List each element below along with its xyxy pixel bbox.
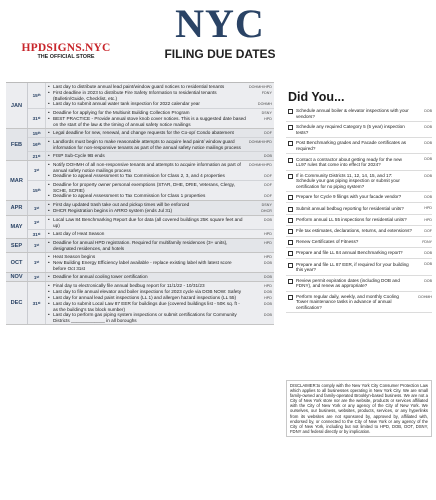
checklist-text: Schedule any required Category 5 (5 year) inspection tests? xyxy=(296,124,405,135)
agency-tag: HPD xyxy=(264,116,272,121)
bullet-icon: • xyxy=(48,110,50,115)
checklist-item xyxy=(286,124,432,138)
month-row xyxy=(6,83,274,129)
deadline-item xyxy=(46,301,274,312)
checkbox[interactable] xyxy=(288,207,293,212)
deadline-item xyxy=(46,312,274,323)
deadline-text: Last day for annual lead paint inspections (LL 1) and allergen hazard inspections (LL 55) xyxy=(53,295,237,300)
day-row xyxy=(28,253,274,272)
checklist-text: File tax estimates, declarations, returns, and extensions? xyxy=(296,228,412,233)
checkbox[interactable] xyxy=(288,174,293,179)
did-you-heading: Did You... xyxy=(288,90,345,104)
bullet-icon: • xyxy=(48,193,50,198)
bullet-icon: • xyxy=(48,254,50,259)
bullet-icon: • xyxy=(48,162,50,167)
checkbox[interactable] xyxy=(288,141,293,146)
deadline-text: First deadline in 2023 to distribute Fire Safety Information to residential tenants (Bulletin/Guide, Checklist, etc.) xyxy=(53,90,217,101)
deadline-text: BEST PRACTICE - Provide annual stove knob cover notices. This is a suggested date based on the start of the law & the timing of annual safety notice mailings xyxy=(53,116,246,127)
deadline-text: Last day to submit Local Law 87 EER for buildings due (covered buildings list - 50K sq. ft - as the building's tax block number) xyxy=(53,301,240,312)
deadline-item xyxy=(46,182,274,193)
bullet-icon: • xyxy=(48,139,50,144)
checkbox[interactable] xyxy=(288,240,293,245)
day-row xyxy=(28,152,274,160)
month-row xyxy=(6,161,274,201)
bullet-icon: • xyxy=(48,101,50,106)
deadline-text: Local Law 84 Benchmarking Report due for data (all covered buildings 25K square feet and up) xyxy=(53,217,243,228)
due-dates-table xyxy=(6,82,274,325)
title-main: NYC xyxy=(175,1,265,46)
agency-tag: DOHMH/HPD xyxy=(248,162,272,167)
checklist-text: Post Benchmarking grades and Facade certificates as required? xyxy=(296,140,407,151)
month-label: APR xyxy=(6,201,28,215)
checklist-item xyxy=(286,173,432,193)
agency-tag: HPD xyxy=(264,295,272,300)
checklist-text: Review permit expiration dates (including DOB and FDNY), and renew as appropriate? xyxy=(296,277,400,289)
checklist-text: Prepare for Cycle 9 filings with your facade vendor? xyxy=(296,194,402,200)
checklist-item xyxy=(286,157,432,171)
day-row xyxy=(28,230,274,238)
deadline-item xyxy=(46,153,274,159)
agency-tag: DOF xyxy=(264,173,272,178)
checklist-text: Contact a contractor about getting ready for the new LL97 rules that come into effect for 2024? xyxy=(296,156,402,168)
deadline-text: Deadline to appeal Assessment to Tax Commission for Class 1 properties xyxy=(53,193,206,198)
day-row xyxy=(28,181,274,200)
day-label: 31ˢᵗ xyxy=(28,109,46,128)
deadline-text: Last day to perform gas piping system inspections or submit certifications for Community Districts _____________ in all boroughs xyxy=(53,312,237,323)
day-row xyxy=(28,109,274,128)
checkbox[interactable] xyxy=(288,109,293,114)
agency-tag: DOF xyxy=(424,228,432,233)
bullet-icon: • xyxy=(48,240,50,245)
agency-tag: DOB xyxy=(424,251,432,256)
agency-tag: DOF xyxy=(264,193,272,198)
checklist-text: Submit annual bedbug reporting for residential units? xyxy=(296,205,404,211)
bullet-icon: • xyxy=(48,283,50,288)
day-label: 1ˢᵗ xyxy=(28,216,46,229)
checklist-text: Prepare and file LL 84 annual Benchmarking report? xyxy=(296,250,403,256)
month-row xyxy=(6,253,274,273)
agency-tag: DOB xyxy=(424,262,432,267)
bullet-icon: • xyxy=(48,90,50,95)
agency-tag: DOF xyxy=(264,182,272,187)
day-label: 1ˢᵗ xyxy=(28,239,46,252)
deadline-item xyxy=(46,240,274,251)
day-label: 1ˢᵗ xyxy=(28,201,46,215)
day-label: 1ˢᵗ xyxy=(28,273,46,281)
agency-tag: DSNY xyxy=(261,202,272,207)
deadline-item xyxy=(46,217,274,228)
day-label: 15ᵗʰ xyxy=(28,83,46,108)
deadline-text: Last day to distribute annual lead paint/window guard notices to residential tenants xyxy=(53,84,225,89)
agency-tag: DOB xyxy=(263,274,272,279)
agency-tag: DOB xyxy=(424,157,432,162)
day-row xyxy=(28,83,274,109)
deadline-item xyxy=(46,116,274,127)
month-row xyxy=(6,216,274,239)
bullet-icon: • xyxy=(48,182,50,187)
month-row xyxy=(6,129,274,161)
checklist-item xyxy=(286,194,432,203)
brand-logo xyxy=(6,42,126,61)
deadline-text: DHCR Registration begins in ARRO system (ends Jul 31) xyxy=(53,208,173,213)
checklist-text: Perform annual LL 55 inspections for residential units? xyxy=(296,216,407,222)
page-title xyxy=(150,2,290,61)
agency-tag: DOB xyxy=(424,278,432,283)
day-row xyxy=(28,282,274,324)
month-row xyxy=(6,282,274,325)
checklist-item xyxy=(286,239,432,248)
agency-tag: HPD xyxy=(264,231,272,236)
bullet-icon: • xyxy=(48,260,50,265)
agency-tag: FDNY xyxy=(422,239,432,244)
checklist-item xyxy=(286,108,432,122)
bullet-icon: • xyxy=(48,202,50,207)
checklist-item xyxy=(286,228,432,237)
deadline-text: Deadline for applying for the Multiunit Building Collection Program xyxy=(53,110,190,115)
checkbox[interactable] xyxy=(288,251,293,256)
deadline-item xyxy=(46,173,274,179)
agency-tag: DOB xyxy=(263,217,272,222)
deadline-text: Deadline to appeal Assessment to Tax Commission for Class 2, 3, and 4 properties xyxy=(53,173,225,178)
day-label: 1ˢᵗ xyxy=(28,161,46,180)
deadline-item xyxy=(46,260,274,271)
agency-tag: DOB xyxy=(263,153,272,158)
agency-tag: DOB xyxy=(424,108,432,113)
title-subtitle: FILING DUE DATES xyxy=(164,47,276,61)
checklist-text: Perform regular daily, weekly, and monthly Cooling Tower maintenance tasks in advance of annual certification? xyxy=(296,293,399,310)
checkbox[interactable] xyxy=(288,158,293,163)
day-label: 31ˢᵗ xyxy=(28,230,46,238)
bullet-icon: • xyxy=(48,116,50,121)
month-label: MAR xyxy=(6,161,28,200)
checkbox[interactable] xyxy=(288,195,293,200)
deadline-item xyxy=(46,162,274,173)
agency-tag: DOHMH xyxy=(418,294,432,299)
deadline-text: Deadline for property owner personal exemptions (STAR, DHE, DRIE, Veterans, Clergy, SCHE, SCRIE) xyxy=(53,182,235,193)
brand-name: HPDSIGNS.NYC xyxy=(21,42,111,54)
agency-tag: DOHMH xyxy=(257,101,272,106)
deadline-item xyxy=(46,101,274,107)
bullet-icon: • xyxy=(48,289,50,294)
bullet-icon: • xyxy=(48,153,50,158)
day-label: 1ˢᵗ xyxy=(28,253,46,272)
day-label: 16ᵗʰ xyxy=(28,138,46,151)
bullet-icon: • xyxy=(48,295,50,300)
checklist-text: Prepare and file LL 87 EER, if required for your building this year? xyxy=(296,261,409,273)
agency-tag: DOB xyxy=(263,260,272,265)
day-label: 15ᵗʰ xyxy=(28,181,46,200)
bullet-icon: • xyxy=(48,173,50,178)
month-row xyxy=(6,239,274,253)
checklist-item xyxy=(286,294,432,314)
day-label: 15ᵗʰ xyxy=(28,129,46,137)
agency-tag: DOB xyxy=(424,141,432,146)
agency-tag: DOB xyxy=(263,301,272,306)
agency-tag: FDNY xyxy=(261,90,272,95)
checklist-item xyxy=(286,262,432,276)
agency-tag: DOHMH/HPD xyxy=(248,84,272,89)
month-row xyxy=(6,273,274,282)
day-row xyxy=(28,138,274,152)
checkbox[interactable] xyxy=(288,218,293,223)
agency-tag: HPD xyxy=(264,240,272,245)
day-row xyxy=(28,161,274,181)
agency-tag: HPD xyxy=(264,254,272,259)
checklist-item xyxy=(286,217,432,226)
deadline-item xyxy=(46,208,274,214)
bullet-icon: • xyxy=(48,208,50,213)
day-row xyxy=(28,239,274,252)
did-you-checklist xyxy=(286,108,432,316)
brand-subtitle: THE OFFICIAL STORE xyxy=(37,54,95,60)
deadline-text: Final day to electronically file annual bedbug report for 11/1/22 - 10/31/23 xyxy=(53,283,205,288)
agency-tag: DOF xyxy=(264,130,272,135)
agency-tag: DHCR xyxy=(261,208,272,213)
agency-tag: DOB xyxy=(424,195,432,200)
deadline-text: Deadline for annual HPD registration. Required for multifamily residences (3+ units), designated residences, and hotels xyxy=(53,240,228,251)
deadline-text: Heat Season begins xyxy=(53,254,96,259)
agency-tag: HPD xyxy=(264,283,272,288)
checklist-item xyxy=(286,206,432,215)
day-row xyxy=(28,129,274,138)
checkbox[interactable] xyxy=(288,229,293,234)
checklist-item xyxy=(286,250,432,259)
deadline-text: Last day of Heat Season xyxy=(53,231,105,236)
deadline-text: Last day to submit annual water tank inspection for 2022 calendar year xyxy=(53,101,200,106)
agency-tag: HPD xyxy=(424,217,432,222)
month-label: SEP xyxy=(6,239,28,252)
month-label: DEC xyxy=(6,282,28,324)
disclaimer: DISCLAIMER:to comply with the New York City Consumer Protection Law which applies to all businesses operating in New York City. We are small family-owned and family-operated Brooklyn-based business. We are not a City of New York store nor are the website, products or services affiliated with the City of New York or any agency of the City of New York. We ourselves, our business, websites, products, services, or any hyperlinks from its websites are not sponsored by, approved by, affiliated with, endorsed by, or connected to the City of New York or any agency of the City of New York, including but not limited to HPD, DOB, DOT, DSNY, FDNY and federal directly or by implication. xyxy=(286,380,432,437)
deadline-item xyxy=(46,231,274,237)
deadline-text: First day updated trash take out and pickup times will be enforced xyxy=(53,202,190,207)
deadline-text: Legal deadline for new, renewal, and change requests for the Co-op/ Condo abatement xyxy=(53,130,234,135)
agency-tag: DOB xyxy=(424,173,432,178)
deadline-text: FISP Sub-Cycle 9B ends xyxy=(53,153,105,158)
month-label: FEB xyxy=(6,129,28,160)
deadline-item xyxy=(46,274,274,280)
month-label: NOV xyxy=(6,273,28,281)
checkbox[interactable] xyxy=(288,279,293,284)
agency-tag: DSNY xyxy=(261,110,272,115)
bullet-icon: • xyxy=(48,84,50,89)
bullet-icon: • xyxy=(48,231,50,236)
deadline-text: Deadline for annual cooling tower certification xyxy=(53,274,148,279)
day-row xyxy=(28,216,274,230)
month-row xyxy=(6,201,274,216)
bullet-icon: • xyxy=(48,130,50,135)
checkbox[interactable] xyxy=(288,263,293,268)
day-row xyxy=(28,201,274,215)
agency-tag: HPD xyxy=(424,206,432,211)
checkbox[interactable] xyxy=(288,125,293,130)
month-label: MAY xyxy=(6,216,28,238)
deadline-text: Landlords must begin to make reasonable attempts to acquire lead paint/ window guard information for non-responsive tenants as part of the annual safety notice mailings process xyxy=(53,139,241,150)
checklist-text: Schedule annual boiler & elevator inspections with your vendors? xyxy=(296,108,409,119)
deadline-item xyxy=(46,130,274,136)
day-row xyxy=(28,273,274,281)
checklist-text: If in Community Districts 11, 12, 14, 15, and 17: Schedule your gas piping inspection or submit your certification for no piping system? xyxy=(296,172,400,189)
agency-tag: DOB xyxy=(424,124,432,129)
deadline-text: New Building Energy Efficiency label available - replace existing label with latest score before Oct 31st xyxy=(53,260,232,271)
deadline-text: Notify DOHMH of all non-responsive tenants and attempts to acquire information as part of annual safety notice mailings process xyxy=(53,162,241,173)
day-label: 21ˢᵗ xyxy=(28,152,46,160)
bullet-icon: • xyxy=(48,274,50,279)
deadline-item xyxy=(46,193,274,199)
month-label: OCT xyxy=(6,253,28,272)
agency-tag: DOB xyxy=(263,289,272,294)
agency-tag: DOB xyxy=(263,312,272,317)
deadline-text: Last day to file annual elevator and boiler inspections for 2023 cycle via DOB NOW: Safety xyxy=(53,289,242,294)
checkbox[interactable] xyxy=(288,295,293,300)
bullet-icon: • xyxy=(48,301,50,306)
checklist-item xyxy=(286,278,432,292)
deadline-item xyxy=(46,90,274,101)
day-label: 31ˢᵗ xyxy=(28,282,46,324)
checklist-text: Renew Certificates of Fitness? xyxy=(296,239,359,245)
checklist-item xyxy=(286,140,432,154)
deadline-item xyxy=(46,139,274,150)
agency-tag: DOHMH/HPD xyxy=(248,139,272,144)
bullet-icon: • xyxy=(48,312,50,317)
bullet-icon: • xyxy=(48,217,50,222)
month-label: JAN xyxy=(6,83,28,128)
